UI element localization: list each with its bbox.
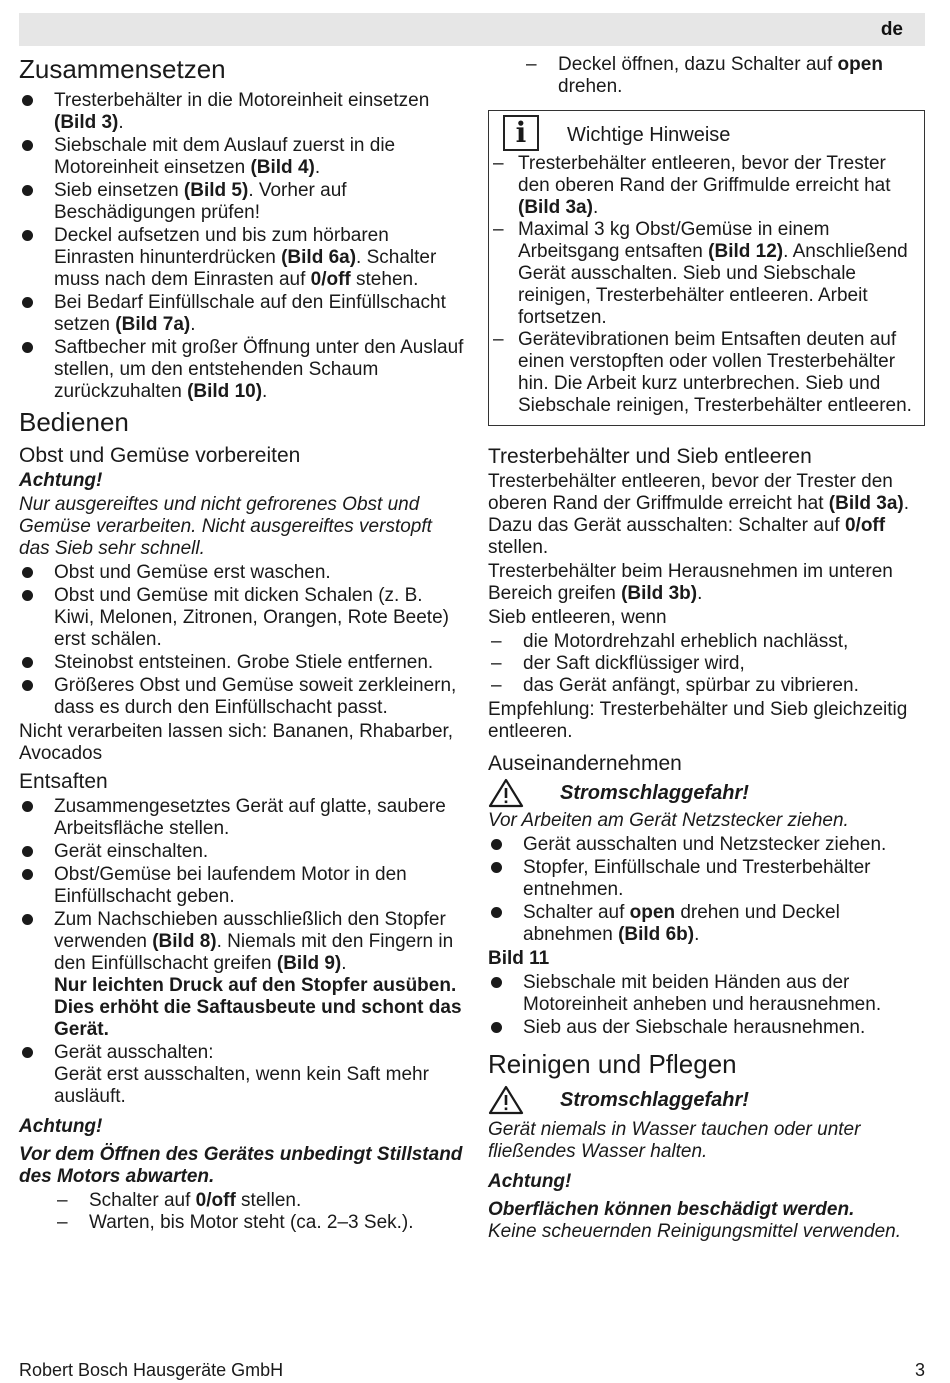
important-notes-box xyxy=(488,110,925,426)
disassemble-list-2 xyxy=(488,972,925,1039)
list-item: – der Saft dickflüssiger wird, xyxy=(488,653,925,675)
list-item: Sieb einsetzen (Bild 5). Vorher auf Beschädigungen prüfen! xyxy=(19,180,464,224)
list-item: Gerät einschalten. xyxy=(19,841,464,863)
list-item: Sieb aus der Siebschale herausnehmen. xyxy=(488,1017,925,1039)
list-item: Obst und Gemüse mit dicken Schalen (z. B. Kiwi, Melonen, Zitronen, Orangen, Rote Beete) erst schälen. xyxy=(19,585,464,651)
list-item: Gerät ausschalten und Netzstecker ziehen. xyxy=(488,834,925,856)
notes-list xyxy=(493,153,920,417)
warning-icon xyxy=(488,1085,524,1115)
warning-row xyxy=(488,1085,925,1115)
paragraph: Empfehlung: Tresterbehälter und Sieb gleichzeitig entleeren. xyxy=(488,699,908,742)
warning-row xyxy=(488,778,925,808)
list-item: Siebschale mit beiden Händen aus der Motoreinheit anheben und herausnehmen. xyxy=(488,972,925,1016)
list-item: Saftbecher mit großer Öffnung unter den Auslauf stellen, um den entstehenden Schaum zurückzuhalten (Bild 10). xyxy=(19,337,464,403)
left-column xyxy=(19,50,464,1236)
list-item: – die Motordrehzahl erheblich nachlässt, xyxy=(488,631,925,653)
assemble-list xyxy=(19,90,464,403)
list-item: Obst und Gemüse erst waschen. xyxy=(19,562,464,584)
caution-label: Achtung! xyxy=(19,470,103,491)
open-step xyxy=(488,54,925,98)
list-item: Steinobst entsteinen. Grobe Stiele entfernen. xyxy=(19,652,464,674)
header-bar xyxy=(19,13,925,46)
paragraph: Tresterbehälter entleeren, bevor der Trester den oberen Rand der Griffmulde erreicht hat (Bild 3a). Dazu das Gerät ausschalten: Schalter auf 0/off stellen. xyxy=(488,471,910,558)
warning-icon xyxy=(488,778,524,808)
caution-text: Keine scheuernden Reinigungsmittel verwenden. xyxy=(488,1221,901,1242)
warning-text: Vor Arbeiten am Gerät Netzstecker ziehen. xyxy=(488,810,849,831)
warning-text: Gerät niemals in Wasser tauchen oder unter fließendes Wasser halten. xyxy=(488,1119,861,1162)
caution-label: Achtung! xyxy=(488,1171,572,1192)
list-item: Bei Bedarf Einfüllschale auf den Einfüllschacht setzen (Bild 7a). xyxy=(19,292,464,336)
list-item: Größeres Obst und Gemüse soweit zerkleinern, dass es durch den Einfüllschacht passt. xyxy=(19,675,464,719)
list-item: – Maximal 3 kg Obst/Gemüse in einem Arbeitsgang entsaften (Bild 12). Anschließend Gerät ausschalten. Sieb und Siebschale reinigen, Tresterbehälter entleeren. Arbeit fortsetzen. xyxy=(493,219,920,329)
juice-list xyxy=(19,796,464,1108)
list-item: Obst/Gemüse bei laufendem Motor in den Einfüllschacht geben. xyxy=(19,864,464,908)
not-processable-text: Nicht verarbeiten lassen sich: Bananen, Rhabarber, Avocados xyxy=(19,721,454,764)
empty-dash-list xyxy=(488,631,925,697)
info-icon: i xyxy=(503,115,539,151)
list-item: – Warten, bis Motor steht (ca. 2–3 Sek.). xyxy=(19,1212,464,1234)
heading-juice: Entsaften xyxy=(19,770,108,793)
list-item: Siebschale mit dem Auslauf zuerst in die Motoreinheit einsetzen (Bild 4). xyxy=(19,135,464,179)
caution-label: Achtung! xyxy=(19,1116,103,1137)
caution-text: Nur ausgereiftes und nicht gefrorenes Obst und Gemüse verarbeiten. Nicht ausgereiftes verstopft das Sieb sehr schnell. xyxy=(19,494,432,559)
heading-assemble: Zusammensetzen xyxy=(19,54,226,84)
list-item: Zusammengesetztes Gerät auf glatte, saubere Arbeitsfläche stellen. xyxy=(19,796,464,840)
disassemble-list xyxy=(488,834,925,946)
paragraph: Tresterbehälter beim Herausnehmen im unteren Bereich greifen (Bild 3b). xyxy=(488,561,893,604)
paragraph: Sieb entleeren, wenn xyxy=(488,607,667,628)
warning-label: Stromschlaggefahr! xyxy=(560,1089,749,1111)
heading-empty: Tresterbehälter und Sieb entleeren xyxy=(488,445,812,468)
list-item: – Tresterbehälter entleeren, bevor der Trester den oberen Rand der Griffmulde erreicht hat (Bild 3a). xyxy=(493,153,920,219)
list-item: Tresterbehälter in die Motoreinheit einsetzen (Bild 3). xyxy=(19,90,464,134)
warning-label: Stromschlaggefahr! xyxy=(560,782,749,804)
notes-title: Wichtige Hinweise xyxy=(567,124,731,146)
list-item: – Gerätevibrationen beim Entsaften deuten auf einen verstopften oder vollen Tresterbehälter hin. Die Arbeit kurz unterbrechen. Sieb und Siebschale reinigen, Tresterbehälter entleeren. xyxy=(493,329,920,417)
heading-prepare: Obst und Gemüse vorbereiten xyxy=(19,444,301,467)
heading-disassemble: Auseinandernehmen xyxy=(488,752,682,775)
language-label: de xyxy=(880,19,903,40)
list-item: Stopfer, Einfüllschale und Tresterbehälter entnehmen. xyxy=(488,857,925,901)
list-item: – das Gerät anfängt, spürbar zu vibrieren. xyxy=(488,675,925,697)
dash-list xyxy=(19,1190,464,1234)
footer-company: Robert Bosch Hausgeräte GmbH xyxy=(19,1360,284,1380)
caution-text: Vor dem Öffnen des Gerätes unbedingt Stillstand des Motors abwarten. xyxy=(19,1144,463,1187)
list-item: – Deckel öffnen, dazu Schalter auf open drehen. xyxy=(488,54,925,98)
right-column xyxy=(488,50,925,1245)
list-item: Schalter auf open drehen und Deckel abnehmen (Bild 6b). xyxy=(488,902,925,946)
list-item: Gerät ausschalten: Gerät erst ausschalten, wenn kein Saft mehr ausläuft. xyxy=(19,1042,464,1108)
list-item: Deckel aufsetzen und bis zum hörbaren Einrasten hinunterdrücken (Bild 6a). Schalter muss nach dem Einrasten auf 0/off stehen. xyxy=(19,225,464,291)
figure-ref: Bild 11 xyxy=(488,948,550,969)
heading-operate: Bedienen xyxy=(19,407,129,437)
caution-bold: Oberflächen können beschädigt werden. xyxy=(488,1199,855,1220)
list-item: Zum Nachschieben ausschließlich den Stopfer verwenden (Bild 8). Niemals mit den Fingern in den Einfüllschacht greifen (Bild 9). Nur leichten Druck auf den Stopfer ausüben. Dies erhöht die Saftausbeute und schont das Gerät. xyxy=(19,909,464,1041)
list-item: – Schalter auf 0/off stellen. xyxy=(19,1190,464,1212)
prepare-list xyxy=(19,562,464,719)
heading-clean: Reinigen und Pflegen xyxy=(488,1049,737,1079)
page-number: 3 xyxy=(914,1360,925,1380)
